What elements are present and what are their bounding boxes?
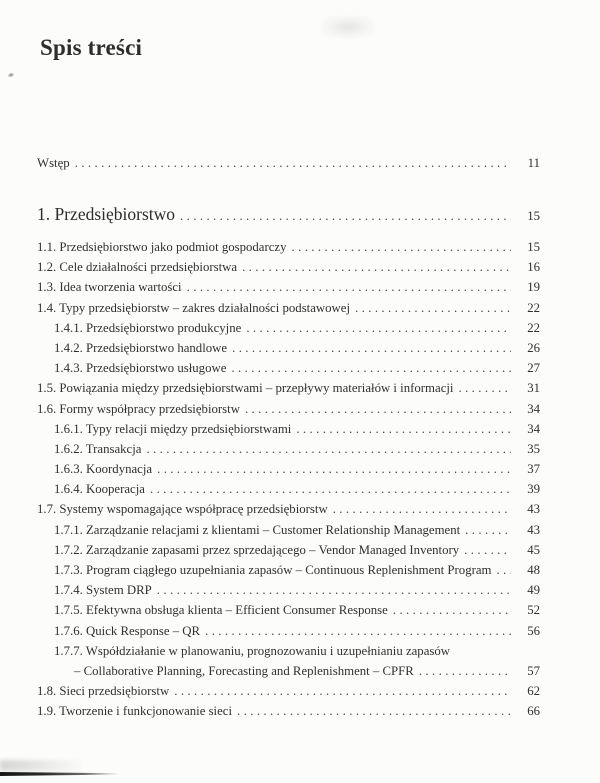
toc-entry-label: 1.7.4. System DRP xyxy=(54,583,152,598)
toc-entry xyxy=(37,156,540,176)
toc-entry-page: 66 xyxy=(527,704,540,719)
toc-entry-label: 1.7.7. Współdziałanie w planowaniu, prognozowaniu i uzupełnianiu zapasów xyxy=(54,643,451,658)
toc-entry xyxy=(37,260,540,280)
toc-entry-page: 43 xyxy=(527,522,540,537)
toc-entry xyxy=(37,240,540,260)
toc-entry xyxy=(37,583,540,603)
dot-leader xyxy=(291,422,511,437)
dot-leader xyxy=(350,301,511,316)
toc-entry xyxy=(37,523,540,543)
toc-entry xyxy=(37,301,540,321)
toc-entry-page: 27 xyxy=(527,361,540,376)
dot-leader xyxy=(169,684,511,699)
toc-entry-label: 1.4.2. Przedsiębiorstwo handlowe xyxy=(54,340,228,355)
dot-leader xyxy=(226,361,511,376)
toc-entry-page: 43 xyxy=(527,502,540,517)
toc-entry-label: 1.7.6. Quick Response – QR xyxy=(54,623,201,638)
toc-entry-page: 48 xyxy=(527,563,540,577)
toc-entry-continuation xyxy=(37,664,540,684)
toc-entry-page: 22 xyxy=(527,320,540,335)
toc-entry-label: 1.1. Przedsiębiorstwo jako podmiot gospodarczy xyxy=(37,240,287,254)
toc-entry xyxy=(37,603,540,623)
dot-leader xyxy=(459,543,511,558)
toc-entry xyxy=(37,624,540,644)
toc-entry-page: 45 xyxy=(527,542,540,557)
dot-leader xyxy=(414,664,511,679)
toc-entry-page: 19 xyxy=(527,280,540,295)
toc-entry-label: 1.7.1. Zarządzanie relacjami z klientami – Customer Relationship Management xyxy=(54,522,461,537)
scan-shadow-artifact xyxy=(0,760,95,771)
toc-entry xyxy=(37,321,540,341)
dot-leader xyxy=(287,240,512,255)
toc-entry-label: 1.6.1. Typy relacji między przedsiębiorstwami xyxy=(54,421,292,436)
toc-entry xyxy=(37,442,540,462)
toc-entry-page: 57 xyxy=(527,663,540,678)
toc-entry-page: 11 xyxy=(527,156,540,170)
toc-entry-page: 15 xyxy=(527,240,540,254)
scan-speck-artifact xyxy=(7,72,14,78)
dot-leader xyxy=(141,442,511,457)
dot-leader xyxy=(175,209,511,224)
toc-entry-label: 1.2. Cele działalności przedsiębiorstwa xyxy=(37,260,238,275)
toc-entry xyxy=(37,704,540,724)
toc-entry-page: 31 xyxy=(527,381,540,396)
toc-entry-label: 1.6.2. Transakcja xyxy=(54,441,142,456)
toc-entry-page: 15 xyxy=(527,209,540,223)
toc-entry-label: 1.5. Powiązania między przedsiębiorstwami – przepływy materiałów i informacji xyxy=(37,381,454,396)
toc-entry-label: 1.4.3. Przedsiębiorstwo usługowe xyxy=(54,361,227,376)
toc-entry-page: 26 xyxy=(527,340,540,355)
toc-entry-page: 37 xyxy=(527,462,540,477)
dot-leader xyxy=(152,583,511,598)
dot-leader xyxy=(241,321,511,336)
toc-entry xyxy=(37,462,540,482)
dot-leader xyxy=(492,563,512,578)
dot-leader xyxy=(227,341,511,356)
dot-leader xyxy=(460,523,511,538)
toc-entry-page: 39 xyxy=(527,482,540,497)
toc-entry-label: 1.3. Idea tworzenia wartości xyxy=(37,280,182,295)
toc-entry-page: 49 xyxy=(527,583,540,598)
toc-front-matter xyxy=(37,156,540,176)
toc-entry-page: 34 xyxy=(527,421,540,436)
toc-entry-label: 1.7. Systemy wspomagające współpracę przedsiębiorstw xyxy=(37,502,328,517)
scan-edge-artifact xyxy=(0,771,120,776)
toc-entry-list xyxy=(37,240,540,725)
toc-entry xyxy=(37,502,540,522)
scan-smudge-artifact xyxy=(322,16,374,38)
page-title: Spis treści xyxy=(40,35,143,61)
dot-leader xyxy=(200,624,511,639)
toc-entry-page: 35 xyxy=(527,441,540,456)
toc-entry xyxy=(37,684,540,704)
toc-entry-label: – Collaborative Planning, Forecasting and Replenishment – CPFR xyxy=(74,663,414,678)
toc-entry xyxy=(37,563,540,583)
toc-entry-page: 52 xyxy=(527,603,540,618)
toc-entry xyxy=(37,422,540,442)
toc-entry xyxy=(37,482,540,502)
dot-leader xyxy=(388,603,511,618)
toc-entry-label: 1.6.4. Kooperacja xyxy=(54,482,145,497)
toc-entry-page: 62 xyxy=(527,684,540,699)
toc-entry-label: Wstęp xyxy=(37,156,70,170)
toc-entry xyxy=(37,204,540,230)
dot-leader xyxy=(70,156,511,171)
dot-leader xyxy=(240,402,511,417)
toc-entry xyxy=(37,280,540,300)
toc-entry xyxy=(37,381,540,401)
dot-leader xyxy=(152,462,511,477)
toc-entry-label: 1.9. Tworzenie i funkcjonowanie sieci xyxy=(37,704,233,719)
toc-entry-label: 1. Przedsiębiorstwo xyxy=(37,204,176,224)
toc-entry-page: 56 xyxy=(527,623,540,638)
dot-leader xyxy=(145,482,511,497)
toc-entry-label: 1.7.5. Efektywna obsługa klienta – Efficient Consumer Response xyxy=(54,603,388,618)
toc-entry xyxy=(37,543,540,563)
toc-entry xyxy=(37,361,540,381)
toc-entry-page: 34 xyxy=(527,401,540,416)
toc-entry-label: 1.8. Sieci przedsiębiorstw xyxy=(37,684,170,699)
dot-leader xyxy=(232,704,511,719)
toc-entry xyxy=(37,341,540,361)
toc-entry-label: 1.6.3. Koordynacja xyxy=(54,462,153,477)
dot-leader xyxy=(182,280,511,295)
toc-entry-label: 1.4. Typy przedsiębiorstw – zakres działalności podstawowej xyxy=(37,300,351,315)
toc-entry xyxy=(37,644,540,664)
toc-entry-label: 1.4.1. Przedsiębiorstwo produkcyjne xyxy=(54,320,242,335)
toc-chapter-heading xyxy=(37,204,540,230)
dot-leader xyxy=(237,260,511,275)
toc-entry-label: 1.7.3. Program ciągłego uzupełniania zapasów – Continuous Replenishment Program xyxy=(54,563,492,577)
dot-leader xyxy=(453,381,511,396)
toc-entry-label: 1.7.2. Zarządzanie zapasami przez sprzedającego – Vendor Managed Inventory xyxy=(54,542,460,557)
toc-entry-page: 16 xyxy=(527,260,540,275)
dot-leader xyxy=(328,502,511,517)
toc-entry-page: 22 xyxy=(527,300,540,315)
toc-entry xyxy=(37,402,540,422)
toc-entry-label: 1.6. Formy współpracy przedsiębiorstw xyxy=(37,401,240,416)
